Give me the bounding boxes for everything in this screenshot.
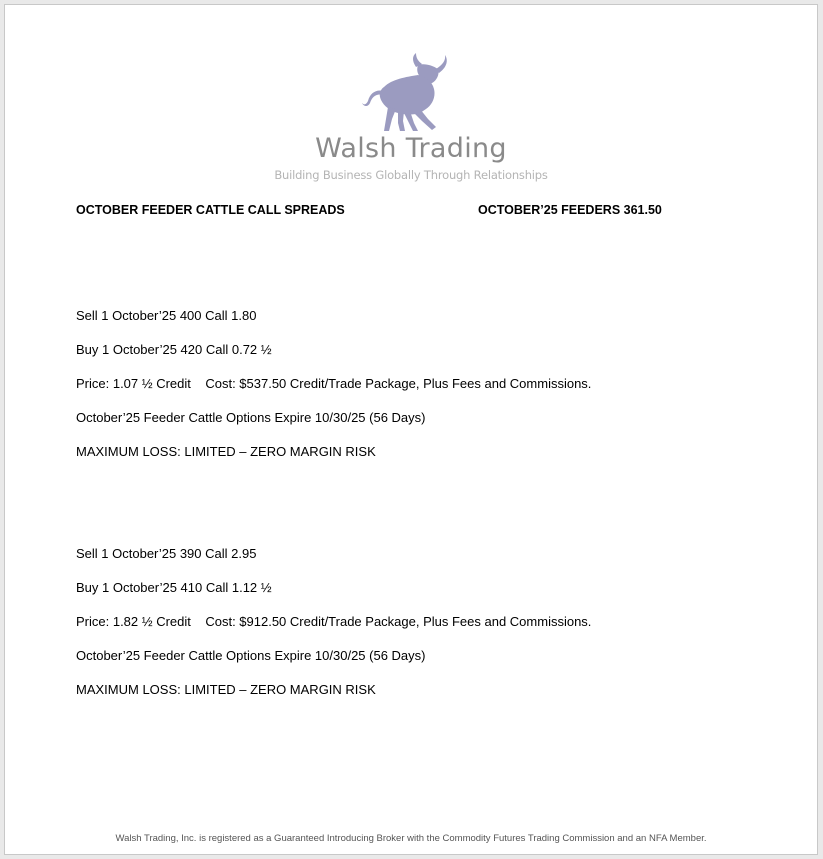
regulatory-disclaimer: Walsh Trading, Inc. is registered as a Guaranteed Introducing Broker with the Commodity Futures Trading Commission and an NFA Member. (115, 833, 707, 844)
trade-2-sell-leg: Sell 1 October’25 390 Call 2.95 (76, 546, 257, 561)
document-title: OCTOBER FEEDER CATTLE CALL SPREADS (76, 203, 345, 217)
trade-2-risk: MAXIMUM LOSS: LIMITED – ZERO MARGIN RISK (76, 682, 376, 697)
trade-1-sell-leg: Sell 1 October’25 400 Call 1.80 (76, 308, 257, 323)
trade-2-buy-leg: Buy 1 October’25 410 Call 1.12 ½ (76, 580, 272, 595)
bull-logo (5, 53, 817, 133)
brand-name: Walsh Trading (315, 133, 507, 164)
trade-2-price: Price: 1.82 ½ Credit Cost: $912.50 Credit/Trade Package, Plus Fees and Commissions. (76, 614, 592, 629)
bull-icon (356, 53, 466, 133)
document-page (4, 4, 818, 855)
trade-1-buy-leg: Buy 1 October’25 420 Call 0.72 ½ (76, 342, 272, 357)
trade-1-price: Price: 1.07 ½ Credit Cost: $537.50 Credit/Trade Package, Plus Fees and Commissions. (76, 376, 592, 391)
trade-1-expiry: October’25 Feeder Cattle Options Expire 10/30/25 (56 Days) (76, 410, 426, 425)
brand-tagline: Building Business Globally Through Relationships (274, 168, 548, 182)
trade-2-expiry: October’25 Feeder Cattle Options Expire 10/30/25 (56 Days) (76, 648, 426, 663)
futures-quote: OCTOBER’25 FEEDERS 361.50 (478, 203, 662, 217)
trade-1-risk: MAXIMUM LOSS: LIMITED – ZERO MARGIN RISK (76, 444, 376, 459)
